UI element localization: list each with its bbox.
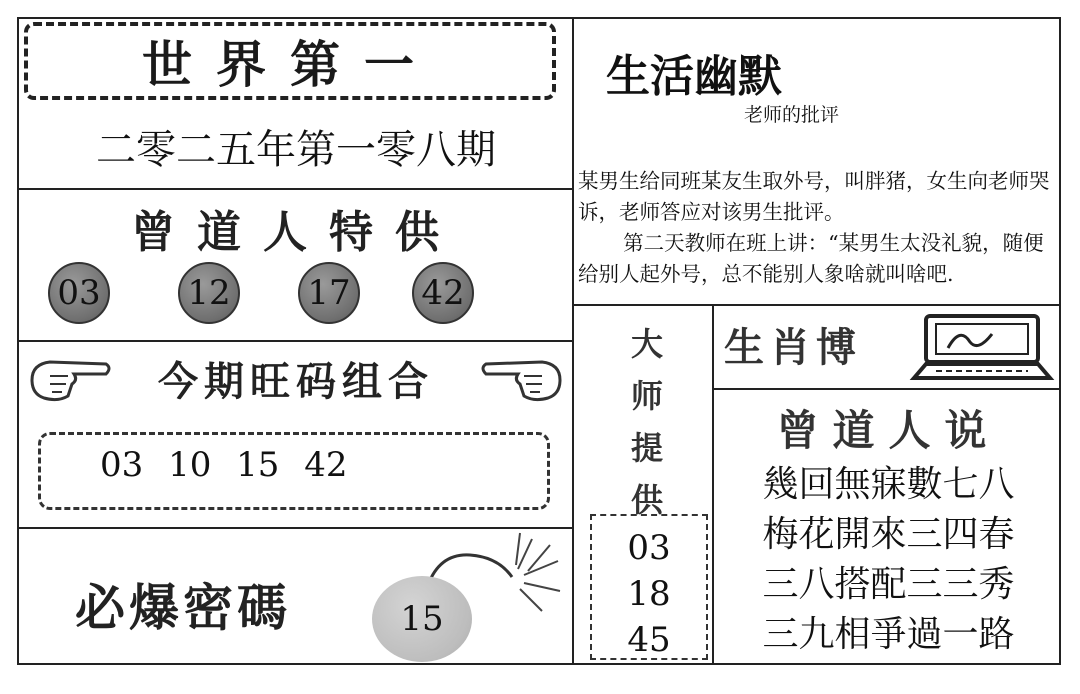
master-title-char: 供 bbox=[630, 481, 663, 519]
zodiac-title: 生肖博 bbox=[724, 325, 862, 371]
humor-subtitle: 老师的批评 bbox=[744, 104, 840, 126]
master-title-char: 师 bbox=[630, 377, 663, 415]
combo-title: 今期旺码组合 bbox=[158, 358, 434, 405]
poem-title: 曾道人说 bbox=[776, 406, 1001, 455]
special-ball: 17 bbox=[298, 262, 360, 324]
poem-line: 幾回無寐數七八 bbox=[762, 464, 1015, 505]
humor-story bbox=[578, 166, 1058, 290]
combo-numbers: 03 10 15 42 bbox=[100, 445, 348, 485]
master-number: 45 bbox=[627, 620, 671, 660]
special-ball: 42 bbox=[412, 262, 474, 324]
divider-right-3 bbox=[712, 388, 1061, 390]
special-title: 曾道人特供 bbox=[131, 207, 461, 258]
computer-icon bbox=[908, 312, 1056, 386]
divider-right-2 bbox=[712, 304, 714, 665]
humor-paragraph: 第二天教师在班上讲：“某男生太没礼貌，随便给别人起外号，总不能别人象啥就叫啥吧. bbox=[578, 231, 1044, 286]
poem-line: 三八搭配三三秀 bbox=[762, 564, 1015, 605]
special-ball: 03 bbox=[48, 262, 110, 324]
poem bbox=[716, 460, 1061, 660]
poem-line: 三九相爭過一路 bbox=[762, 614, 1015, 655]
issue-number: 二零二五年第一零八期 bbox=[96, 127, 496, 173]
master-number: 03 bbox=[627, 528, 671, 568]
divider-right-1 bbox=[572, 304, 1061, 306]
master-title-char: 大 bbox=[630, 325, 663, 363]
pointing-hand-left-icon bbox=[480, 350, 564, 410]
divider-1 bbox=[17, 188, 573, 190]
master-title-char: 提 bbox=[630, 429, 663, 467]
humor-paragraph: 某男生给同班某友生取外号，叫胖猪，女生向老师哭诉，老师答应对该男生批评。 bbox=[578, 169, 1050, 224]
master-title bbox=[592, 318, 702, 526]
divider-2 bbox=[17, 340, 573, 342]
bomb-title: 必爆密碼 bbox=[75, 579, 291, 637]
page-title: 世界第一 bbox=[142, 36, 438, 94]
master-number: 18 bbox=[627, 574, 671, 614]
pointing-hand-right-icon bbox=[28, 350, 112, 410]
poem-line: 梅花開來三四春 bbox=[762, 514, 1015, 555]
humor-title: 生活幽默 bbox=[606, 51, 782, 102]
special-ball: 12 bbox=[178, 262, 240, 324]
bomb-number: 15 bbox=[372, 576, 472, 662]
